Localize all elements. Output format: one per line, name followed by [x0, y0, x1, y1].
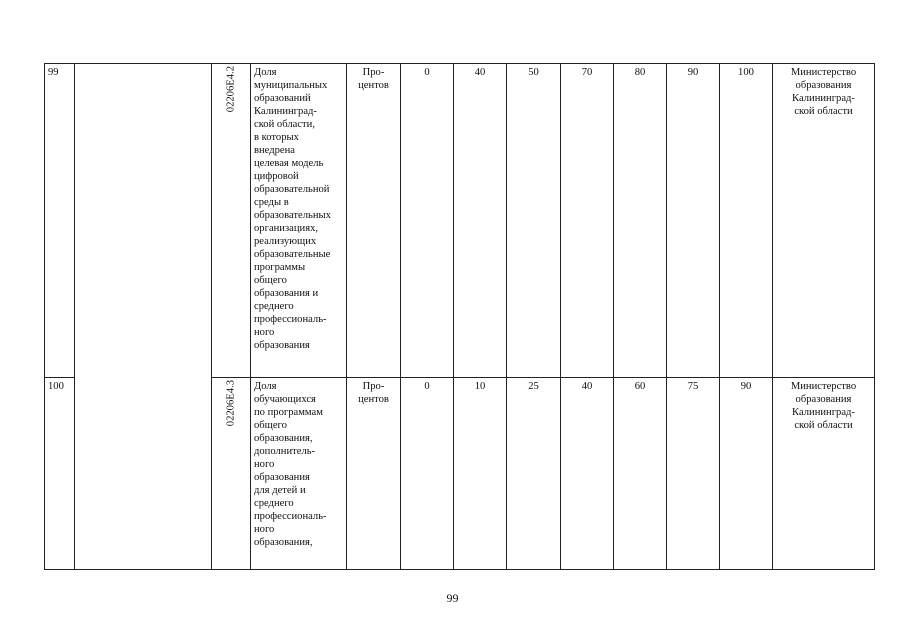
- description-line: Доля: [254, 67, 277, 78]
- description-line: среды в: [254, 197, 289, 208]
- description-line: для детей и: [254, 485, 306, 496]
- description-line: образовательных: [254, 210, 331, 221]
- description-line: образований: [254, 93, 311, 104]
- responsible-line: ской области: [794, 420, 853, 431]
- description-line: среднего: [254, 498, 294, 509]
- description-line: внедрена: [254, 145, 295, 156]
- description-line: по программам: [254, 407, 323, 418]
- unit-line: центов: [358, 394, 389, 405]
- indicator-code-cell: [212, 378, 251, 570]
- value-cell: 50: [507, 64, 561, 378]
- description-line: дополнитель-: [254, 446, 316, 457]
- description-line: образовательной: [254, 184, 330, 195]
- description-line: ного: [254, 327, 275, 338]
- indicator-description: [251, 378, 347, 570]
- responsible-line: образования: [795, 80, 852, 91]
- value-cell: 0: [401, 378, 454, 570]
- description-line: в которых: [254, 132, 299, 143]
- description-line: Калининград-: [254, 106, 317, 117]
- value-cell: 40: [454, 64, 507, 378]
- description-line: образования: [254, 472, 310, 483]
- merged-empty-cell: [75, 64, 212, 570]
- responsible-line: Министерство: [790, 67, 857, 78]
- description-line: профессиональ-: [254, 314, 327, 325]
- responsible-cell: [773, 64, 875, 378]
- value-cell: 10: [454, 378, 507, 570]
- value-cell: 75: [667, 378, 720, 570]
- description-line: образовательные: [254, 249, 331, 260]
- unit-cell: [347, 378, 401, 570]
- value-cell: 80: [614, 64, 667, 378]
- indicator-description: [251, 64, 347, 378]
- value-cell: 0: [401, 64, 454, 378]
- description-line: организациях,: [254, 223, 319, 234]
- description-line: Доля: [254, 381, 277, 392]
- description-line: реализующих: [254, 236, 317, 247]
- unit-cell: [347, 64, 401, 378]
- description-line: образования: [254, 340, 310, 351]
- description-line: образования,: [254, 433, 313, 444]
- description-line: обучающихся: [254, 394, 316, 405]
- description-line: общего: [254, 275, 287, 286]
- unit-line: центов: [358, 80, 389, 91]
- description-line: профессиональ-: [254, 511, 327, 522]
- value-cell: 90: [720, 378, 773, 570]
- description-line: ской области,: [254, 119, 315, 130]
- row-index: 99: [45, 64, 75, 378]
- value-cell: 100: [720, 64, 773, 378]
- indicators-table: [44, 63, 875, 570]
- description-line: ного: [254, 459, 275, 470]
- description-line: образования и: [254, 288, 319, 299]
- responsible-cell: [773, 378, 875, 570]
- value-cell: 90: [667, 64, 720, 378]
- description-line: среднего: [254, 301, 294, 312]
- responsible-line: Калининград-: [792, 93, 855, 104]
- description-line: муниципальных: [254, 80, 328, 91]
- description-line: программы: [254, 262, 306, 273]
- value-cell: 60: [614, 378, 667, 570]
- indicator-code-cell: [212, 64, 251, 378]
- table-row: [45, 64, 875, 378]
- responsible-line: ской области: [794, 106, 853, 117]
- responsible-line: Министерство: [790, 381, 857, 392]
- row-index: 100: [45, 378, 75, 570]
- value-cell: 70: [561, 64, 614, 378]
- indicator-code: 02206E4.3: [225, 380, 237, 427]
- description-line: целевая модель: [254, 158, 324, 169]
- unit-line: Про-: [362, 67, 385, 78]
- description-line: образования,: [254, 537, 313, 548]
- description-line: цифровой: [254, 171, 299, 182]
- value-cell: 40: [561, 378, 614, 570]
- unit-line: Про-: [362, 381, 385, 392]
- indicator-code: 02206E4.2: [225, 66, 237, 113]
- description-line: общего: [254, 420, 287, 431]
- page-number: 99: [446, 591, 459, 605]
- description-line: ного: [254, 524, 275, 535]
- value-cell: 25: [507, 378, 561, 570]
- responsible-line: образования: [795, 394, 852, 405]
- responsible-line: Калининград-: [792, 407, 855, 418]
